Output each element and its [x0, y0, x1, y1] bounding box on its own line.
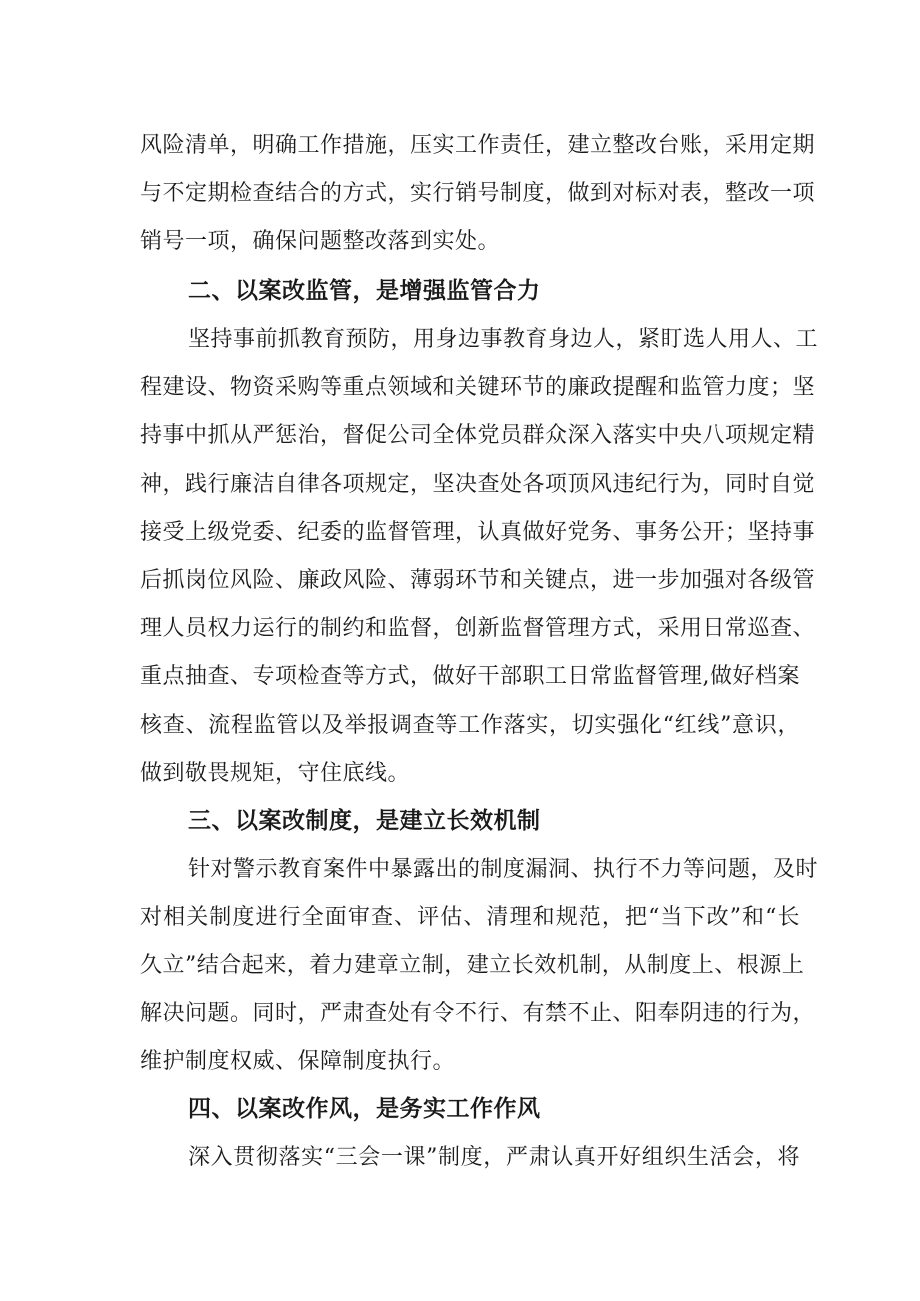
paragraph-line: 重点抽查、专项检查等方式，做好干部职工日常监督管理,做好档案 — [140, 664, 800, 689]
paragraph-line: 解决问题。同时，严肃查处有令不行、有禁不止、阳奉阴违的行为， — [140, 1001, 816, 1026]
paragraph-line: 后抓岗位风险、廉政风险、薄弱环节和关键点，进一步加强对各级管 — [140, 568, 816, 593]
paragraph-line: 深入贯彻落实“三会一课”制度，严肃认真开好组织生活会，将 — [188, 1145, 800, 1170]
paragraph-line: 久立”结合起来，着力建章立制，建立长效机制，从制度上、根源上 — [140, 953, 805, 978]
paragraph-line: 坚持事前抓教育预防，用身边事教育身边人，紧盯选人用人、工 — [188, 327, 819, 352]
paragraph-line: 对相关制度进行全面审查、评估、清理和规范，把“当下改”和“长 — [140, 905, 800, 930]
paragraph-line: 与不定期检查结合的方式，实行销号制度，做到对标对表，整改一项 — [140, 181, 816, 206]
paragraph-line: 维护制度权威、保障制度执行。 — [140, 1049, 456, 1074]
section-heading: 三、以案改制度，是建立长效机制 — [188, 808, 541, 834]
section-heading: 四、以案改作风，是务实工作作风 — [188, 1096, 541, 1122]
section-heading: 二、以案改监管，是增强监管合力 — [188, 278, 541, 304]
paragraph-line: 风险清单，明确工作措施，压实工作责任，建立整改台账，采用定期 — [140, 133, 816, 158]
paragraph-line: 针对警示教育案件中暴露出的制度漏洞、执行不力等问题，及时 — [188, 857, 819, 882]
paragraph-line: 神，践行廉洁自律各项规定，坚决查处各项顶风违纪行为，同时自觉 — [140, 472, 816, 497]
paragraph-line: 核查、流程监管以及举报调查等工作落实，切实强化“红线”意识， — [140, 713, 800, 738]
paragraph-line: 销号一项，确保问题整改落到实处。 — [140, 229, 501, 254]
paragraph-line: 程建设、物资采购等重点领域和关键环节的廉政提醒和监管力度；坚 — [140, 375, 816, 400]
paragraph-line: 接受上级党委、纪委的监督管理，认真做好党务、事务公开；坚持事 — [140, 520, 816, 545]
paragraph-line: 做到敬畏规矩，守住底线。 — [140, 761, 411, 786]
paragraph-line: 持事中抓从严惩治，督促公司全体党员群众深入落实中央八项规定精 — [140, 423, 816, 448]
paragraph-line: 理人员权力运行的制约和监督，创新监督管理方式，采用日常巡查、 — [140, 616, 816, 641]
